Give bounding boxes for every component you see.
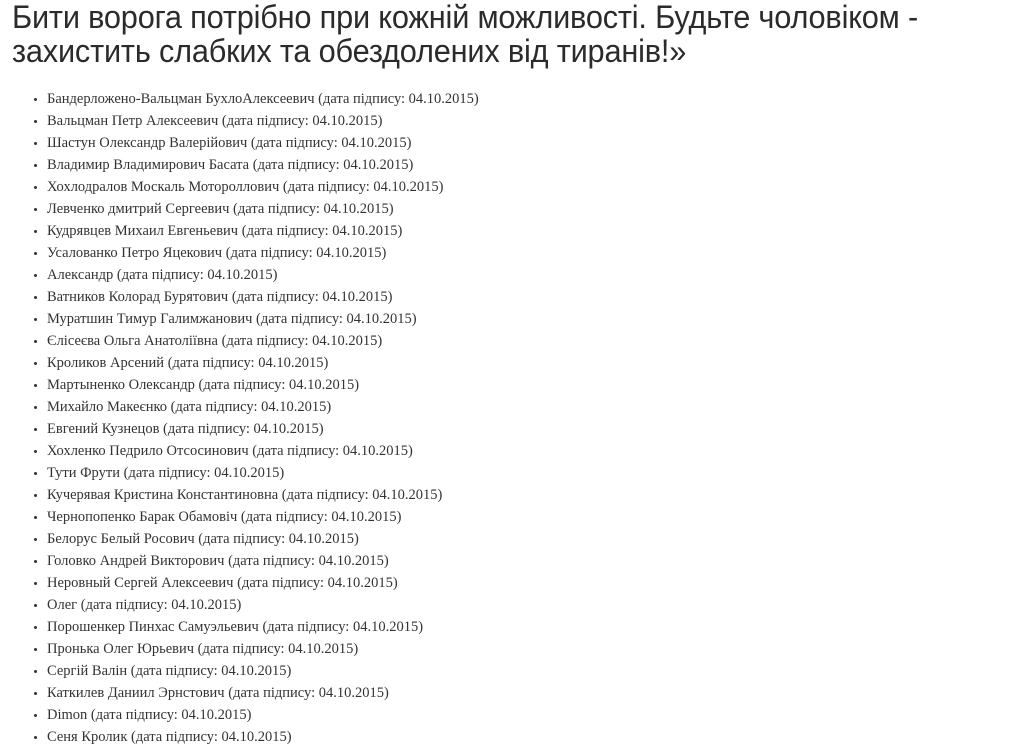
signature-date-label: дата підпису:: [95, 707, 178, 723]
signer-item: • Мартыненко Олександр (дата підпису: 04.10.2015): [47, 374, 479, 396]
signature-date: 04.10.2015: [372, 487, 438, 503]
signature-date-label: дата підпису:: [255, 135, 338, 151]
signer-item: • Ватников Колорад Бурятович (дата підпису: 04.10.2015): [47, 286, 479, 308]
signature-date-label: дата підпису:: [172, 355, 255, 371]
signer-name: Владимир Владимирович Басата: [47, 157, 250, 173]
signer-item: • Кудрявцев Михаил Евгеньевич (дата підпису: 04.10.2015): [47, 220, 479, 242]
signature-date: 04.10.2015: [331, 509, 397, 525]
signer-item: • Сеня Кролик (дата підпису: 04.10.2015): [47, 726, 479, 748]
signer-item: • Вальцман Петр Алексеевич (дата підпису: 04.10.2015): [47, 110, 479, 132]
heading-line-1: Бити ворога потрібно при кожній можливості. Будьте чоловіком -: [12, 0, 918, 35]
signature-date-label: дата підпису:: [226, 333, 309, 349]
signer-item: • Неровный Сергей Алексеевич (дата підпису: 04.10.2015): [47, 572, 479, 594]
signer-item: • Пронька Олег Юрьевич (дата підпису: 04.10.2015): [47, 638, 479, 660]
signer-name: Бандерложено-Вальцман БухлоАлексеевич: [47, 91, 315, 107]
signature-date: 04.10.2015: [207, 267, 273, 283]
signer-name: Неровный Сергей Алексеевич: [47, 575, 234, 591]
signature-date-label: дата підпису:: [203, 531, 286, 547]
signer-name: Головко Андрей Викторович: [47, 553, 225, 569]
signature-date-label: дата підпису:: [257, 157, 340, 173]
signature-date-label: дата підпису:: [260, 311, 343, 327]
signature-date: 04.10.2015: [288, 641, 354, 657]
signer-item: • Каткилев Даниил Эрнстович (дата підпису: 04.10.2015): [47, 682, 479, 704]
signature-date-label: дата підпису:: [230, 245, 313, 261]
signature-date: 04.10.2015: [323, 201, 389, 217]
signature-date: 04.10.2015: [343, 157, 409, 173]
signature-date-label: дата підпису:: [203, 377, 286, 393]
signer-item: • Хохленко Педрило Отсосинович (дата підпису: 04.10.2015): [47, 440, 479, 462]
signature-date: 04.10.2015: [332, 223, 398, 239]
signature-date-label: дата підпису:: [121, 267, 204, 283]
signature-date: 04.10.2015: [352, 619, 419, 635]
signer-item: • Сергій Валін (дата підпису: 04.10.2015): [47, 660, 479, 682]
signer-name: Каткилев Даниил Эрнстович: [47, 685, 225, 701]
signature-date: 04.10.2015: [261, 399, 327, 415]
signer-name: Кроликов Арсений: [47, 355, 165, 371]
signature-date-label: дата підпису:: [128, 465, 211, 481]
signers-list: [0, 88, 479, 748]
signer-item: • Муратшин Тимур Галимжанович (дата підпису: 04.10.2015): [47, 308, 479, 330]
signer-name: Мартыненко Олександр: [47, 377, 195, 393]
signer-item: • Кучерявая Кристина Константиновна (дата підпису: 04.10.2015): [47, 484, 479, 506]
signature-date-label: дата підпису:: [241, 575, 324, 591]
signature-date: 04.10.2015: [221, 729, 287, 745]
signer-name: Dimon: [47, 707, 88, 723]
signer-item: • Олег (дата підпису: 04.10.2015): [47, 594, 479, 616]
signature-date-label: дата підпису:: [233, 685, 316, 701]
signature-date: 04.10.2015: [316, 245, 382, 261]
signer-item: • Чернопопенко Барак Обамовіч (дата підпису: 04.10.2015): [47, 506, 479, 528]
signature-date-label: дата підпису:: [202, 641, 285, 657]
signer-item: • Шастун Олександр Валерійович (дата підпису: 04.10.2015): [47, 132, 479, 154]
signer-name: Александр: [47, 267, 114, 283]
signer-name: Сеня Кролик: [47, 729, 128, 745]
signer-name: Белорус Белый Росович: [47, 531, 195, 547]
signature-date-label: дата підпису:: [267, 619, 350, 635]
signer-item: • Михайло Макеєнко (дата підпису: 04.10.2015): [47, 396, 479, 418]
petition-quote-heading: [12, 0, 967, 68]
signature-date-label: дата підпису:: [135, 663, 218, 679]
signature-date-label: дата підпису:: [236, 289, 319, 305]
signature-date-label: дата підпису:: [167, 421, 250, 437]
signer-name: Усалованко Петро Яцекович: [47, 245, 223, 261]
signer-name: Єлісеєва Ольга Анатоліївна: [47, 333, 218, 349]
signer-name: Порошенкер Пинхас Самуэльевич: [47, 619, 259, 635]
signature-date: 04.10.2015: [322, 289, 388, 305]
signer-item: • Головко Андрей Викторович (дата підпису: 04.10.2015): [47, 550, 479, 572]
signer-name: Евгений Кузнецов: [47, 421, 160, 437]
signer-name: Муратшин Тимур Галимжанович: [47, 311, 253, 327]
signature-date: 04.10.2015: [346, 311, 412, 327]
signature-date: 04.10.2015: [408, 91, 474, 107]
signature-date: 04.10.2015: [289, 377, 355, 393]
signer-name: Вальцман Петр Алексеевич: [47, 113, 219, 129]
signer-item: • Александр (дата підпису: 04.10.2015): [47, 264, 479, 286]
signature-date-label: дата підпису:: [245, 509, 328, 525]
heading-line-2: захистить слабких та обездолених від тиранів!»: [12, 33, 687, 69]
signature-date: 04.10.2015: [214, 465, 280, 481]
signature-date: 04.10.2015: [288, 531, 355, 547]
signer-item: • Евгений Кузнецов (дата підпису: 04.10.2015): [47, 418, 479, 440]
signer-name: Пронька Олег Юрьевич: [47, 641, 195, 657]
signature-date: 04.10.2015: [318, 685, 384, 701]
signature-date: 04.10.2015: [342, 443, 409, 459]
signature-date: 04.10.2015: [258, 355, 324, 371]
signature-date-label: дата підпису:: [323, 91, 406, 107]
signer-name: Левченко дмитрий Сергеевич: [47, 201, 230, 217]
signer-name: Кудрявцев Михаил Евгеньевич: [47, 223, 239, 239]
signature-date: 04.10.2015: [181, 707, 247, 723]
signature-date-label: дата підпису:: [246, 223, 329, 239]
signer-name: Кучерявая Кристина Константиновна: [47, 487, 279, 503]
signer-item: • Кроликов Арсений (дата підпису: 04.10.2015): [47, 352, 479, 374]
signer-name: Хохлодралов Москаль Мотороллович: [47, 179, 280, 195]
signature-date: 04.10.2015: [373, 179, 439, 195]
signer-item: • Белорус Белый Росович (дата підпису: 04.10.2015): [47, 528, 479, 550]
signature-date-label: дата підпису:: [257, 443, 340, 459]
signature-date-label: дата підпису:: [286, 487, 369, 503]
signer-name: Михайло Макеєнко: [47, 399, 168, 415]
signer-item: • Владимир Владимирович Басата (дата підпису: 04.10.2015): [47, 154, 479, 176]
signer-name: Шастун Олександр Валерійович: [47, 135, 248, 151]
signer-item: • Бандерложено-Вальцман БухлоАлексеевич (дата підпису: 04.10.2015): [47, 88, 479, 110]
signer-name: Хохленко Педрило Отсосинович: [47, 443, 249, 459]
signature-date: 04.10.2015: [318, 553, 384, 569]
signature-date-label: дата підпису:: [232, 553, 315, 569]
signature-date-label: дата підпису:: [237, 201, 320, 217]
signature-date: 04.10.2015: [171, 597, 237, 613]
signature-date-label: дата підпису:: [85, 597, 168, 613]
signature-date-label: дата підпису:: [175, 399, 258, 415]
signer-name: Чернопопенко Барак Обамовіч: [47, 509, 238, 525]
signer-item: • Тути Фрути (дата підпису: 04.10.2015): [47, 462, 479, 484]
signature-date: 04.10.2015: [327, 575, 393, 591]
signature-date-label: дата підпису:: [135, 729, 218, 745]
signer-item: • Єлісеєва Ольга Анатоліївна (дата підпису: 04.10.2015): [47, 330, 479, 352]
signature-date: 04.10.2015: [253, 421, 319, 437]
signature-date: 04.10.2015: [312, 113, 378, 129]
signature-date-label: дата підпису:: [226, 113, 309, 129]
signature-date: 04.10.2015: [341, 135, 407, 151]
signer-item: • Усалованко Петро Яцекович (дата підпису: 04.10.2015): [47, 242, 479, 264]
signer-item: • Левченко дмитрий Сергеевич (дата підпису: 04.10.2015): [47, 198, 479, 220]
signature-date: 04.10.2015: [312, 333, 378, 349]
signer-item: • Хохлодралов Москаль Мотороллович (дата підпису: 04.10.2015): [47, 176, 479, 198]
signer-name: Тути Фрути: [47, 465, 120, 481]
signer-name: Олег: [47, 597, 78, 613]
signer-item: • Порошенкер Пинхас Самуэльевич (дата підпису: 04.10.2015): [47, 616, 479, 638]
signer-name: Ватников Колорад Бурятович: [47, 289, 229, 305]
signature-date: 04.10.2015: [221, 663, 287, 679]
signer-item: • Dimon (дата підпису: 04.10.2015): [47, 704, 479, 726]
signer-name: Сергій Валін: [47, 663, 128, 679]
signature-date-label: дата підпису:: [287, 179, 370, 195]
